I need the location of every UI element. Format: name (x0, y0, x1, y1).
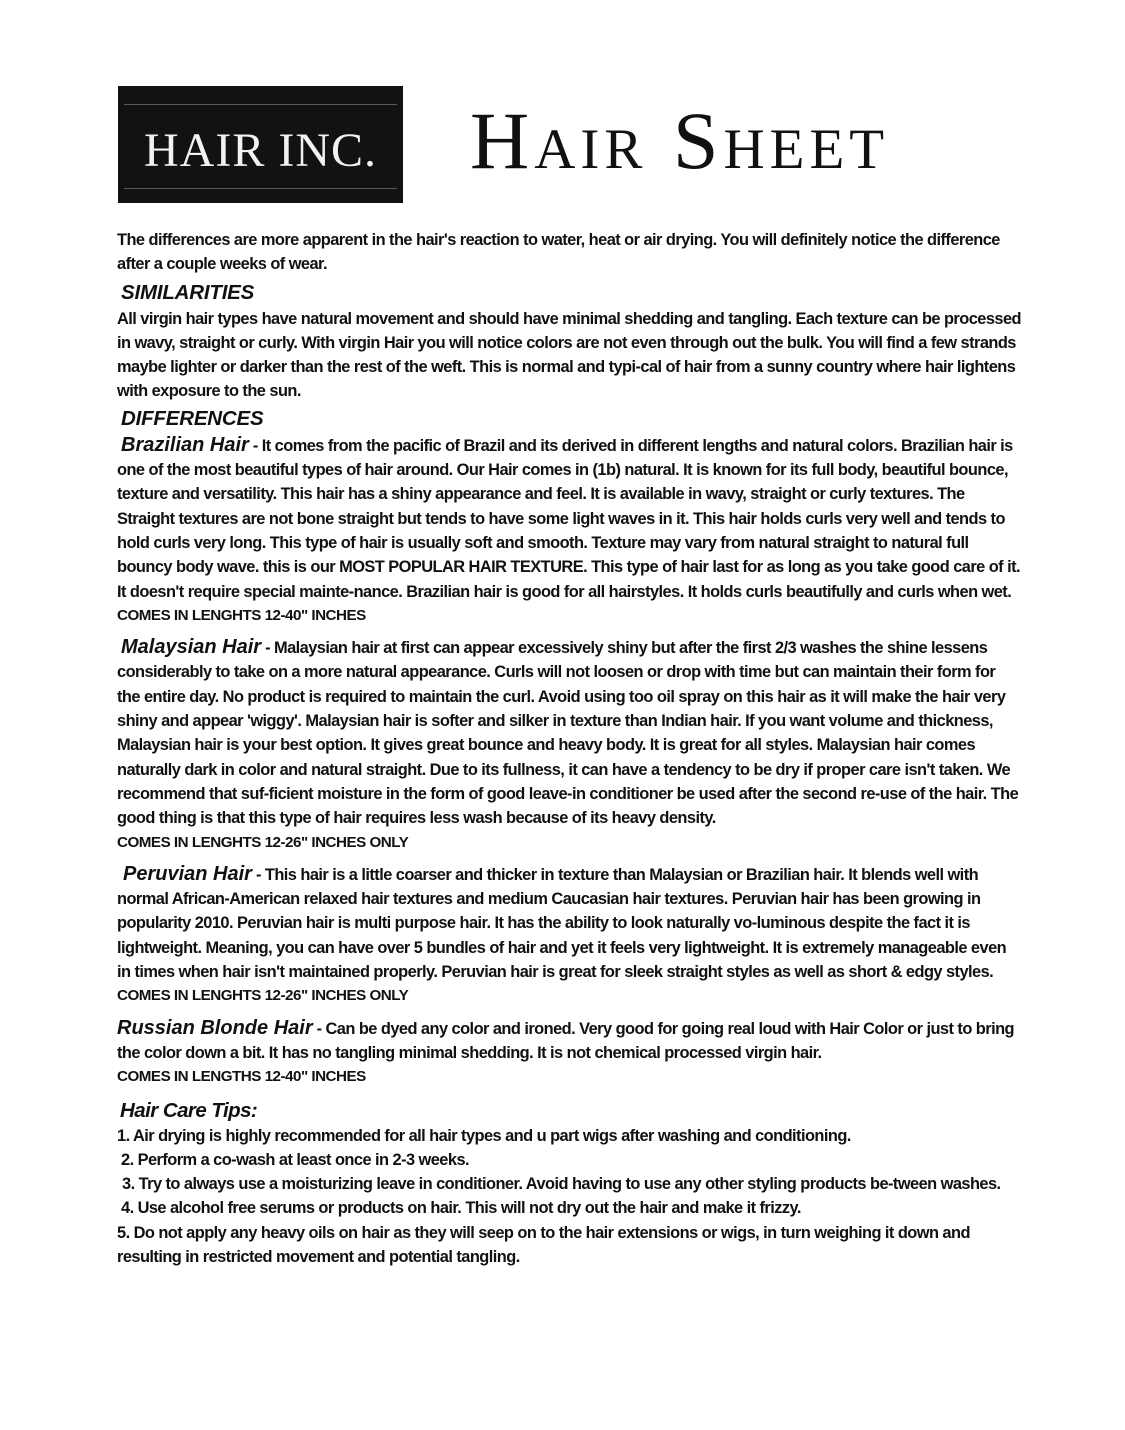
brazilian-hair-description: - It comes from the pacific of Brazil and its derived in different lengths and natural colors. Brazilian hair is one of the most beautiful types of hair around. Our Hair comes in (1b) natural. It is known for its full body, beautiful bounce, texture and versatility. This hair has a shiny appearance and feel. It is available in wavy, straight or curly textures. The Straight textures are not bone straight but tends to have some light waves in it. This hair holds curls very well and tends to hold curls very long. This type of hair is usually soft and smooth. Texture may vary from natural straight to natural full bouncy body wave. this is our MOST POPULAR HAIR TEXTURE. This type of hair last for as long as you take good care of it. It doesn't require special mainte-nance. Brazilian hair is good for all hairstyles. It holds curls beautifully and curls when wet. (117, 436, 1021, 601)
logo-text: HAIR INC. (144, 124, 377, 177)
peruvian-hair-section (117, 862, 1022, 1009)
malaysian-hair-description: - Malaysian hair at first can appear excessively shiny but after the first 2/3 washes the shine lessens considerably to take on a more natural appearance. Curls will not loosen or drop with time but can maintain their form for the entire day. No product is required to maintain the curl. Avoid using too oil spray on this hair as it will make the hair very shiny and appear 'wiggy'. Malaysian hair is softer and silker in texture than Indian hair. If you want volume and thickness, Malaysian hair is your best option. It gives great bounce and heavy body. It is great for all styles. Malaysian hair comes naturally dark in color and natural straight. Due to its fullness, it can have a tendency to be dry if proper care isn't taken. We recommend that suf-ficient moisture in the form of good leave-in conditioner be used after the second re-use of the hair. The good thing is that this type of hair requires less wash because of its heavy density. (117, 639, 1019, 828)
tip-item: 2. Perform a co-wash at least once in 2-3 weeks. (121, 1150, 470, 1169)
brazilian-hair-lengths: COMES IN LENGHTS 12-40" INCHES (117, 606, 366, 624)
russian-blonde-hair-title: Russian Blonde Hair (117, 1016, 313, 1039)
tip-item: 4. Use alcohol free serums or products on hair. This will not dry out the hair and make it frizzy. (121, 1199, 801, 1218)
russian-blonde-hair-section (117, 1016, 1022, 1090)
hair-care-tips-heading: Hair Care Tips: (120, 1098, 258, 1122)
tip-item: 5. Do not apply any heavy oils on hair as they will seep on to the hair extensions or wigs, in turn weighing it down and resulting in restricted movement and potential tangling. (117, 1223, 970, 1266)
page-title: Hair Sheet (470, 95, 890, 186)
peruvian-hair-lengths: COMES IN LENGHTS 12-26" INCHES ONLY (117, 987, 409, 1005)
malaysian-hair-lengths: COMES IN LENGHTS 12-26" INCHES ONLY (117, 833, 409, 851)
russian-blonde-hair-description: - Can be dyed any color and ironed. Very good for going real loud with Hair Color or just to bring the color down a bit. It has no tangling minimal shedding. It is not chemical processed virgin hair. (117, 1019, 1015, 1062)
tip-item: 1. Air drying is highly recommended for all hair types and u part wigs after washing and conditioning. (117, 1126, 851, 1145)
russian-blonde-hair-lengths: COMES IN LENGTHS 12-40" INCHES (117, 1068, 366, 1086)
brazilian-hair-title: Brazilian Hair (121, 433, 249, 456)
intro-paragraph: The differences are more apparent in the hair's reaction to water, heat or air drying. You will definitely notice the difference after a couple weeks of wear. (117, 231, 1000, 274)
malaysian-hair-title: Malaysian Hair (121, 636, 262, 659)
peruvian-hair-title: Peruvian Hair (123, 862, 252, 885)
tip-item: 3. Try to always use a moisturizing leave in conditioner. Avoid having to use any other styling products be-tween washes. (122, 1175, 1001, 1194)
malaysian-hair-section (117, 635, 1022, 855)
similarities-heading: SIMILARITIES (121, 280, 255, 304)
brazilian-hair-section (117, 433, 1022, 628)
differences-heading: DIFFERENCES (121, 406, 264, 430)
similarities-paragraph: All virgin hair types have natural movement and should have minimal shedding and tangling. Each texture can be processed in wavy, straight or curly. With virgin Hair you will notice colors are not even through out the bulk. You will find a few strands maybe lighter or darker than the rest of the weft. This is normal and typi-cal of hair from a sunny country where hair lightens with exposure to the sun. (117, 309, 1022, 401)
sheet-content (117, 228, 1022, 1269)
peruvian-hair-description: - This hair is a little coarser and thicker in texture than Malaysian or Brazilian hair. It blends well with normal African-American relaxed hair textures and medium Caucasian hair textures. Peruvian hair has been growing in popularity 2010. Peruvian hair is multi purpose hair. It has the ability to look naturally vo-luminous despite the fact it is lightweight. Meaning, you can have over 5 bundles of hair and yet it feels very lightweight. It is extremely manageable even in times when hair isn't maintained properly. Peruvian hair is great for sleek straight styles as well as short & edgy styles. (117, 865, 1007, 982)
hair-inc-logo (118, 86, 403, 203)
